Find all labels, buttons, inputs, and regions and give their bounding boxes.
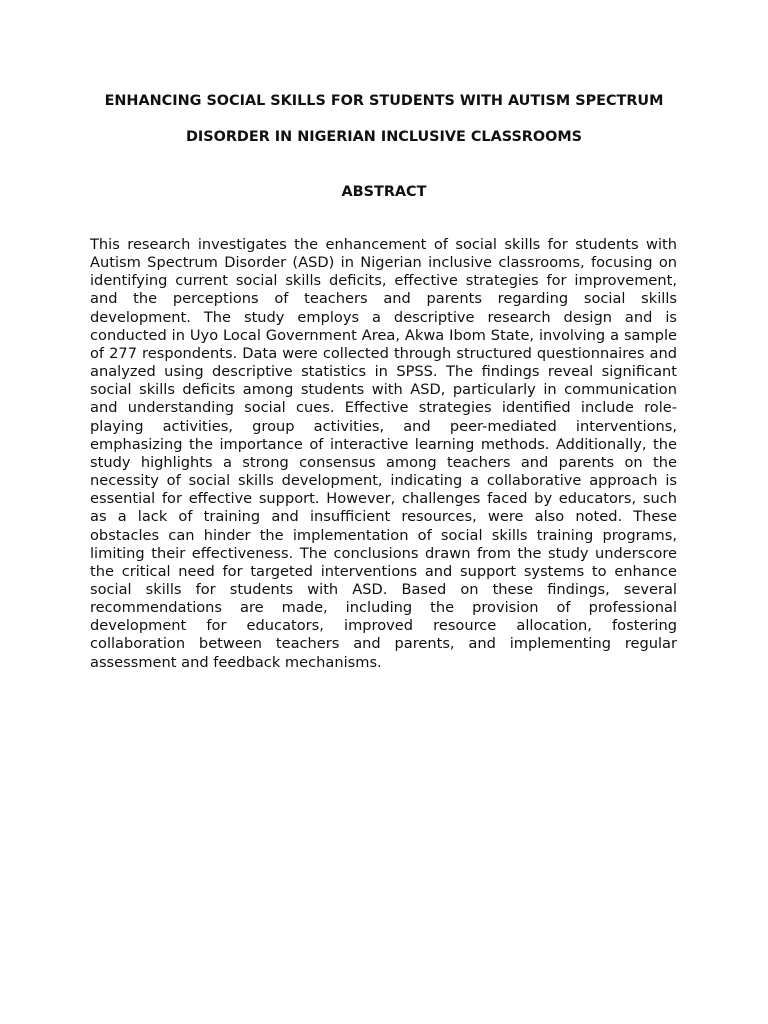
abstract-paragraph: This research investigates the enhancement of social skills for students with Autism Spectrum Disorder (ASD) in Nigerian inclusive classrooms, focusing on identifying current social skills deficits, effective strategies for improvement, and the perceptions of teachers and parents regarding social skills development. The study employs a descriptive research design and is conducted in Uyo Local Government Area, Akwa Ibom State, involving a sample of 277 respondents. Data were collected through structured questionnaires and analyzed using descriptive statistics in SPSS. The findings reveal significant social skills deficits among students with ASD, particularly in communication and understanding social cues. Effective strategies identified include role-playing activities, group activities, and peer-mediated interventions, emphasizing the importance of interactive learning methods. Additionally, the study highlights a strong consensus among teachers and parents on the necessity of social skills development, indicating a collaborative approach is essential for effective support. However, challenges faced by educators, such as a lack of training and insufficient resources, were also noted. These obstacles can hinder the implementation of social skills training programs, limiting their effectiveness. The conclusions drawn from the study underscore the critical need for targeted interventions and support systems to enhance social skills for students with ASD. Based on these findings, several recommendations are made, including the provision of professional development for educators, improved resource allocation, fostering collaboration between teachers and parents, and implementing regular assessment and feedback mechanisms. bbox=[90, 236, 677, 671]
document-title-line-1: ENHANCING SOCIAL SKILLS FOR STUDENTS WITH AUTISM SPECTRUM bbox=[104, 93, 664, 109]
document-title-line-2: DISORDER IN NIGERIAN INCLUSIVE CLASSROOMS bbox=[185, 129, 583, 145]
abstract-heading: ABSTRACT bbox=[341, 184, 427, 200]
